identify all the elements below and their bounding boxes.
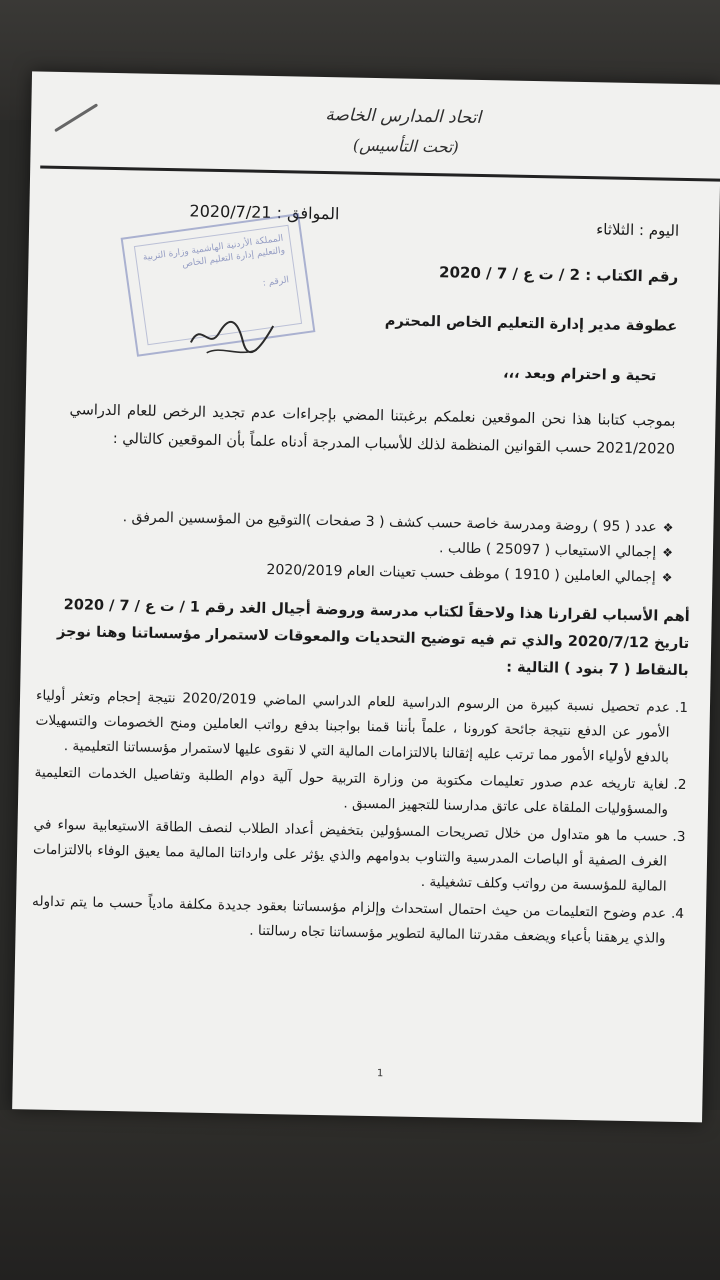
stats-list [42,504,673,591]
stats-item-text: إجمالي الاستيعاب ( 25097 ) طالب . [438,540,657,561]
reasons-list [31,684,688,954]
stamp-received: الرقم : [262,275,290,289]
reason-number: 3. [672,828,686,846]
diamond-bullet-icon: ❖ [661,570,673,585]
letter-date: الموافق : 2020/7/21 [189,201,340,224]
document-page [12,71,720,1122]
reason-number: 2. [673,776,687,794]
reason-text: عدم تحصيل نسبة كبيرة من الرسوم الدراسية للعام الدراسي الماضي 2020/2019 نتيجة إحجام وتعثر أولياء الأمور عن الدفع نتيجة جائحة كورونا ، علماً بأننا قمنا بواجبنا بدفع رواتب العاملين ومنح الخصومات والتسهيلات بالدفع لأولياء الأمور مما ترتب عليه إثقالنا بالالتزامات المالية التي لا نقوى عليها لاستمرار مؤسساتنا التعليمية . [35,687,671,766]
reason-text: حسب ما هو متداول من خلال تصريحات المسؤولين بتخفيض أعداد الطلاب لنصف الطاقة الاستيعابية سواء في الغرف الصفية أو الباصات المدرسية والتناوب بدوامهم والذي يؤثر على وارداتنا المالية مما يعيق الوفاء بالالتزامات المالية للمؤسسة من رواتب وكلف تشغيلية . [32,816,668,895]
letter-greeting: تحية و احترام وبعد ،،، [502,365,657,385]
reason-item [32,813,685,901]
letter-sheet [12,71,720,1122]
reason-text: عدم وضوح التعليمات من حيث احتمال استحداث وإلزام مؤسساتنا بعقود جديدة مكلفة مادياً حسب ما يتم تداوله والذي يرهقنا بأعباء ويضعف مقدرتنا المالية لتطوير مؤسساتنا تجاه رسالتنا . [31,893,667,947]
status-note: (تحت التأسيس) [352,135,459,157]
stamp-text: المملكة الأردنية الهاشمية وزارة التربية والتعليم إدارة التعليم الخاص [142,233,286,270]
pencil-icon [54,103,98,132]
letter-addressee: عطوفة مدير إدارة التعليم الخاص المحترم [384,313,678,335]
reason-number: 4. [670,905,685,923]
reason-number: 1. [674,699,689,717]
header-divider [40,166,720,182]
page-number: 1 [376,1068,384,1080]
reason-item [31,890,684,953]
letter-intro: بموجب كتابنا هذا نحن الموقعين نعلمكم برغبتنا المضي بإجراءات عدم تجديد الرخص للعام الدراسي 2021/2020 حسب القوانين المنظمة لذلك للأسباب المدرجة أدناه علماً بأن الموقعين كالتالي : [69,402,676,458]
stats-item-text: عدد ( 95 ) روضة ومدرسة خاصة حسب كشف ( 3 صفحات )التوقيع من المؤسسين المرفق . [122,509,657,536]
reason-text: لغاية تاريخه عدم صدور تعليمات مكتوبة من وزارة التربية حول آلية دوام الطلبة وتفاصيل الخدمات التعليمية والمسؤوليات الملقاة على عاتق مدارسنا للتجهيز المسبق . [34,764,669,818]
diamond-bullet-icon: ❖ [662,545,674,560]
union-name: اتحاد المدارس الخاصة [325,105,482,129]
letter-day: اليوم : الثلاثاء [596,220,680,240]
letter-ref-number: رقم الكتاب : 2 / ت ع / 7 / 2020 [438,263,679,286]
stats-item-text: إجمالي العاملين ( 1910 ) موظف حسب تعينات العام 2020/2019 [266,561,656,586]
signature [187,312,278,360]
reasons-intro: أهم الأسباب لقرارنا هذا ولاحقاً لكتاب مدرسة وروضة أجيال الغد رقم 1 / ت ع / 7 / 2020 تاريخ 2020/7/12 والذي تم فيه توضيح التحديات والمعوقات لاستمرار مؤسساتنا وهنا نوجز بالنقاط ( 7 بنود ) التالية : [56,597,690,680]
background-bottom [0,1110,720,1280]
reason-item [35,684,688,772]
diamond-bullet-icon: ❖ [662,520,674,535]
